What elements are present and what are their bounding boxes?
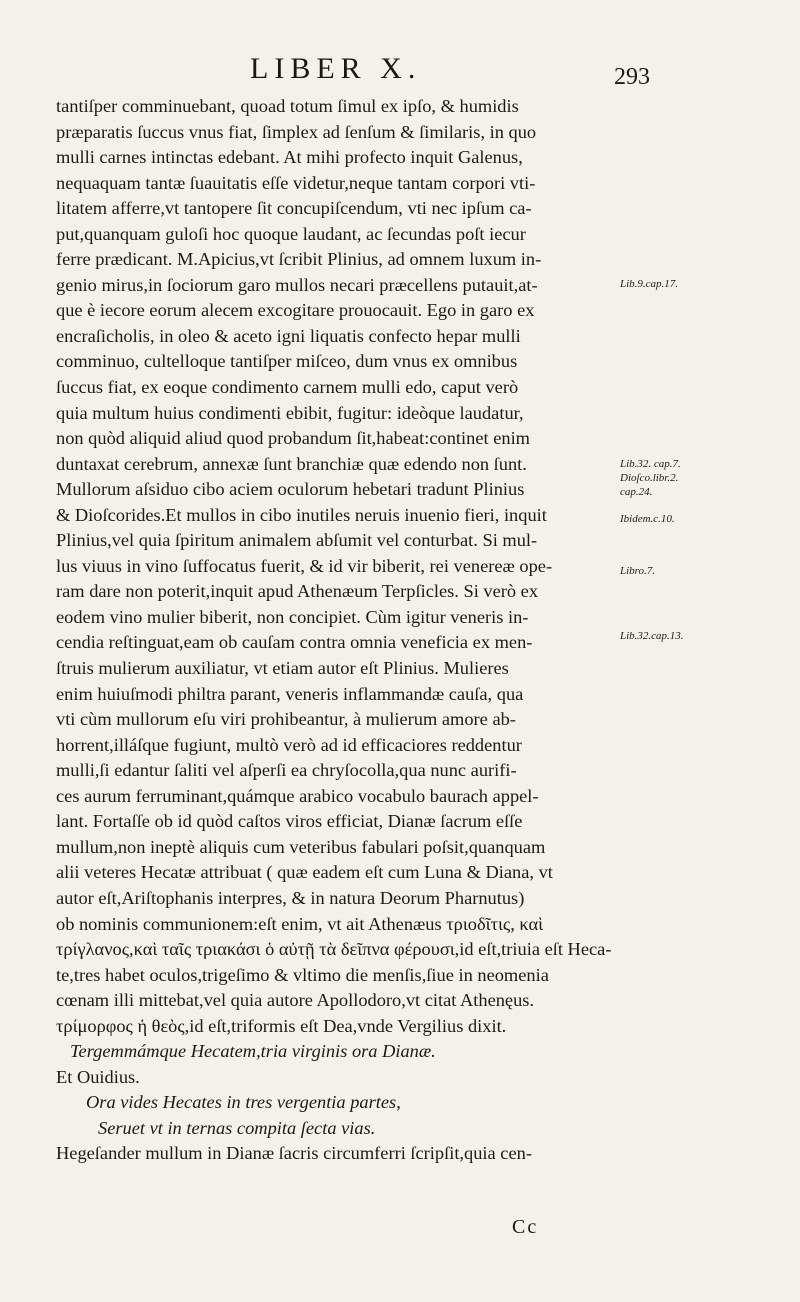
text-line: put,quanquam guloſi hoc quoque laudant, ac ſecundas poſt iecur <box>56 223 526 244</box>
text-line: genio mirus,in ſociorum garo mullos necari præcellens putauit,at- <box>56 274 538 295</box>
text-line: mullum,non ineptè aliquis cum veteribus fabulari poſsit,quanquam <box>56 836 546 857</box>
text-line: non quòd aliquid aliud quod probandum ſit,habeat:continet enim <box>56 428 530 449</box>
text-line: ferre prædicant. M.Apicius,vt ſcribit Plinius, ad omnem luxum in- <box>56 249 542 270</box>
text-line: τρίμορφος ἡ θεὸς,id eſt,triformis eſt Dea,vnde Vergilius dixit. <box>56 1015 507 1036</box>
text-line: lant. Fortaſſe ob id quòd caſtos viros efficiat, Dianæ ſacrum eſſe <box>56 811 523 832</box>
text-line: lus viuus in vino ſuffocatus fuerit, & id vir biberit, rei venereæ ope- <box>56 555 553 576</box>
text-line: ſtruis mulierum auxiliatur, vt etiam autor eſt Plinius. Mulieres <box>56 658 509 679</box>
margin-note: Lib.32. cap.7. <box>620 458 681 470</box>
text-line: Hegeſander mullum in Dianæ ſacris circumferri ſcripſit,quia cen- <box>56 1143 532 1164</box>
text-line: ces aurum ferruminant,quámque arabico vocabulo baurach appel- <box>56 785 539 806</box>
text-line: Et Ouidius. <box>56 1066 140 1087</box>
running-head: LIBER X. <box>250 52 422 85</box>
margin-note: Lib.9.cap.17. <box>620 278 679 290</box>
text-line: que è iecore eorum alecem excogitare prouocauit. Ego in garo ex <box>56 300 535 321</box>
text-line: autor eſt,Ariſtophanis interpres, & in natura Deorum Pharnutus) <box>56 887 525 908</box>
main-text-block <box>56 94 636 1167</box>
text-line: ram dare non poterit,inquit apud Athenæum Terpſicles. Si verò ex <box>56 581 539 602</box>
verse-line: Ora vides Hecates in tres vergentia partes, <box>86 1092 401 1113</box>
text-line: enim huiuſmodi philtra parant, veneris inflammandæ cauſa, qua <box>56 683 524 704</box>
margin-note: Ibidem.c.10. <box>620 513 675 525</box>
verse-line: Seruet vt in ternas compita ſecta vias. <box>98 1117 376 1138</box>
text-line: te,tres habet oculos,trigeſimo & vltimo die menſis,ſiue in neomenia <box>56 964 549 985</box>
text-line: ſuccus fiat, ex eoque condimento carnem mulli edo, caput verò <box>56 377 519 398</box>
margin-note: cap.24. <box>620 486 653 498</box>
text-line: eodem vino mulier biberit, non concipiet. Cùm igitur veneris in- <box>56 606 529 627</box>
margin-note: Libro.7. <box>620 565 656 577</box>
text-line: Mullorum aſsiduo cibo aciem oculorum hebetari tradunt Plinius <box>56 479 525 500</box>
text-line: nequaquam tantæ ſuauitatis eſſe videtur,neque tantam corpori vti- <box>56 172 536 193</box>
text-line: ob nominis communionem:eſt enim, vt ait Athenæus τριοδῖτις, καὶ <box>56 913 544 934</box>
text-line: comminuo, cultelloque tantiſper miſceo, dum vnus ex omnibus <box>56 351 518 372</box>
text-line: Plinius,vel quia ſpiritum animalem abſumit vel conturbat. Si mul- <box>56 530 538 551</box>
text-line: τρίγλανος,καὶ ταῖς τριακάσι ὁ αὐτῇ τὰ δεῖπνα φέρουσι,id eſt,triuia eſt Heca- <box>56 939 612 960</box>
text-line: alii veteres Hecatæ attribuat ( quæ eadem eſt cum Luna & Diana, vt <box>56 862 553 883</box>
text-line: mulli carnes intinctas edebant. At mihi profecto inquit Galenus, <box>56 147 523 168</box>
text-line: quia multum huius condimenti ebibit, fugitur: ideòque laudatur, <box>56 402 524 423</box>
text-line: litatem afferre,vt tantopere ſit concupiſcendum, vti nec ipſum ca- <box>56 198 532 219</box>
margin-note: Dioſco.libr.2. <box>620 472 679 484</box>
text-line: encraſicholis, in oleo & aceto igni liquatis confecto hepar mulli <box>56 325 521 346</box>
margin-notes <box>620 0 792 1302</box>
text-line: duntaxat cerebrum, annexæ ſunt branchiæ quæ edendo non ſunt. <box>56 453 527 474</box>
signature-mark: Cc <box>512 1216 539 1238</box>
text-line: tantiſper comminuebant, quoad totum ſimul ex ipſo, & humidis <box>56 96 519 116</box>
text-line: horrent,illáſque fugiunt, multò verò ad id efficaciores reddentur <box>56 734 522 755</box>
text-line: & Dioſcorides.Et mullos in cibo inutiles neruis inuenio fieri, inquit <box>56 504 547 525</box>
page-number: 293 <box>614 64 650 90</box>
text-line: cendia reſtinguat,eam ob cauſam contra omnia veneficia ex men- <box>56 632 533 653</box>
text-line: præparatis ſuccus vnus fiat, ſimplex ad ſenſum & ſimilaris, in quo <box>56 121 537 142</box>
margin-note: Lib.32.cap.13. <box>620 630 684 642</box>
text-line: mulli,ſi edantur ſaliti vel aſperſi ea chryſocolla,qua nunc aurifi- <box>56 760 517 781</box>
verse-line: Tergemmámque Hecatem,tria virginis ora Dianæ. <box>70 1041 436 1062</box>
text-line: cœnam illi mittebat,vel quia autore Apollodoro,vt citat Athenęus. <box>56 990 535 1011</box>
text-line: vti cùm mullorum eſu viri prohibeantur, à mulierum amore ab- <box>56 709 516 730</box>
